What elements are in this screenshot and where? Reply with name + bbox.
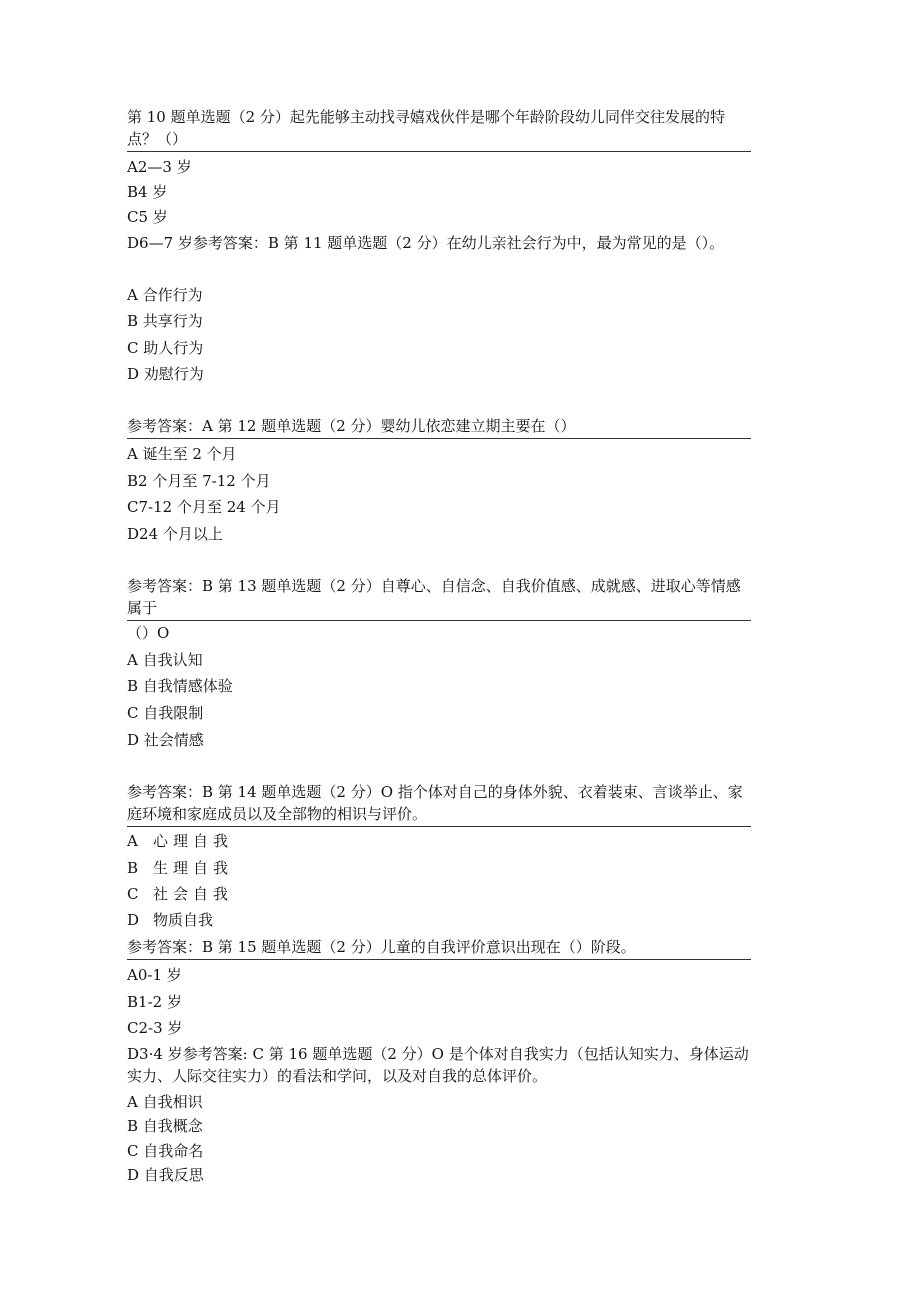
question-13-text: 参考答案：B 第 13 题单选题（2 分）自尊心、自信念、自我价值感、成就感、进取心等情感属于	[127, 575, 751, 621]
q14-option-a-letter: A	[127, 832, 138, 850]
q14-option-b	[127, 857, 751, 879]
q14-option-c-letter: C	[127, 885, 139, 903]
q15-option-c: C2-3 岁	[127, 1019, 183, 1037]
q16-option-a: A 自我相识	[127, 1093, 203, 1111]
q13-option-b: B 自我情感体验	[127, 677, 233, 695]
q14-option-b-letter: B	[127, 859, 139, 877]
q12-option-a: A 诞生至 2 个月	[127, 445, 237, 463]
q14-option-d-label: 物质自我	[153, 911, 214, 929]
q11-option-d: D 劝慰行为	[127, 365, 204, 383]
question-10-text: 第 10 题单选题（2 分）起先能够主动找寻嬉戏伙伴是哪个年龄阶段幼儿同伴交往发展的特点？（）	[127, 106, 751, 152]
question-14-text: 参考答案：B 第 14 题单选题（2 分）O 指个体对自己的身体外貌、衣着装束、言谈举止、家庭环境和家庭成员以及全部物的相识与评价。	[127, 781, 751, 827]
q16-option-b: B 自我概念	[127, 1117, 203, 1135]
q13-option-a: A 自我认知	[127, 651, 203, 669]
q14-option-c	[127, 883, 751, 905]
q10-option-c: C5 岁	[127, 208, 168, 226]
q10-option-b: B4 岁	[127, 183, 168, 201]
q15-option-b: B1-2 岁	[127, 993, 182, 1011]
q11-option-b: B 共享行为	[127, 312, 203, 330]
q16-option-c: C 自我命名	[127, 1142, 204, 1160]
q16-option-d: D 自我反思	[127, 1166, 204, 1184]
q14-option-a	[127, 830, 751, 852]
q13-continuation: （）O	[127, 624, 170, 642]
q10-answer-and-question-11: D6—7 岁参考答案：B 第 11 题单选题（2 分）在幼儿亲社会行为中，最为常见的是（）。	[127, 234, 725, 252]
q15-answer-and-question-16: D3·4 岁参考答案: C 第 16 题单选题（2 分）O 是个体对自我实力（包括认知实力、身体运动实力、人际交往实力）的看法和学问，以及对自我的总体评价。	[127, 1045, 749, 1085]
q11-option-a: A 合作行为	[127, 286, 203, 304]
q14-option-d	[127, 909, 751, 931]
question-15-text: 参考答案：B 第 15 题单选题（2 分）儿童的自我评价意识出现在（）阶段。	[127, 936, 751, 960]
q13-option-c: C 自我限制	[127, 704, 204, 722]
q10-option-a: A2—3 岁	[127, 158, 192, 176]
q14-option-c-label: 社会自我	[153, 885, 234, 903]
q12-option-b: B2 个月至 7-12 个月	[127, 472, 271, 490]
q14-option-d-letter: D	[127, 911, 140, 929]
q14-option-b-label: 生理自我	[153, 859, 234, 877]
question-12-text: 参考答案：A 第 12 题单选题（2 分）婴幼儿依恋建立期主要在（）	[127, 415, 751, 439]
q12-option-d: D24 个月以上	[127, 525, 223, 543]
q12-option-c: C7-12 个月至 24 个月	[127, 498, 281, 516]
q14-option-a-label: 心理自我	[153, 832, 234, 850]
q13-option-d: D 社会情感	[127, 731, 204, 749]
q11-option-c: C 助人行为	[127, 339, 204, 357]
q15-option-a: A0-1 岁	[127, 966, 182, 984]
